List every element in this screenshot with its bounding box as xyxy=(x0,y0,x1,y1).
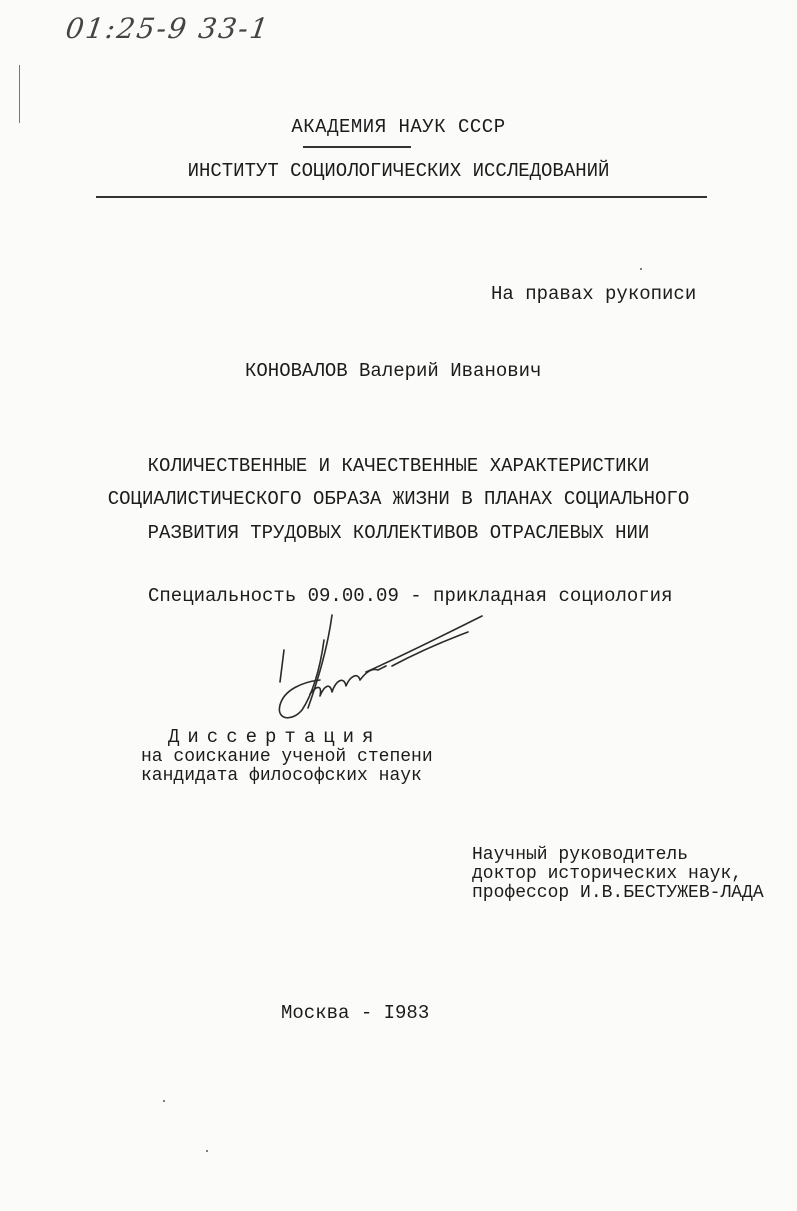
degree-purpose xyxy=(141,748,433,786)
supervisor-block xyxy=(472,846,764,903)
manuscript-status: На правах рукописи xyxy=(491,283,697,305)
title-line-3: РАЗВИТИЯ ТРУДОВЫХ КОЛЛЕКТИВОВ ОТРАСЛЕВЫХ НИИ xyxy=(147,522,650,544)
margin-mark xyxy=(19,65,20,123)
speck xyxy=(640,268,642,270)
speck xyxy=(163,1100,165,1102)
title-line-2: СОЦИАЛИСТИЧЕСКОГО ОБРАЗА ЖИЗНИ В ПЛАНАХ СОЦИАЛЬНОГО xyxy=(107,488,690,510)
header-divider xyxy=(96,196,707,198)
signature-icon xyxy=(262,610,492,730)
institute-name: ИНСТИТУТ СОЦИОЛОГИЧЕСКИХ ИССЛЕДОВАНИЙ xyxy=(187,160,610,182)
dissertation-type: Диссертация xyxy=(168,726,382,748)
archive-mark: 01:25-9 33-1 xyxy=(63,12,273,45)
author-name: КОНОВАЛОВ Валерий Иванович xyxy=(245,360,542,382)
supervisor-degree: доктор исторических наук, xyxy=(472,864,743,884)
title-line-1: КОЛИЧЕСТВЕННЫЕ И КАЧЕСТВЕННЫЕ ХАРАКТЕРИСТИКИ xyxy=(147,455,650,477)
organization-name: АКАДЕМИЯ НАУК СССР xyxy=(291,116,506,138)
organization-underline xyxy=(303,146,411,148)
place-year: Москва - I983 xyxy=(281,1002,430,1024)
supervisor-role: Научный руководитель xyxy=(472,845,689,865)
degree-purpose-line-1: на соискание ученой степени xyxy=(141,747,433,767)
speck xyxy=(206,1150,208,1152)
specialty-line: Специальность 09.00.09 - прикладная социология xyxy=(148,585,673,607)
supervisor-name: профессор И.В.БЕСТУЖЕВ-ЛАДА xyxy=(472,883,764,903)
degree-purpose-line-2: кандидата философских наук xyxy=(141,766,422,786)
